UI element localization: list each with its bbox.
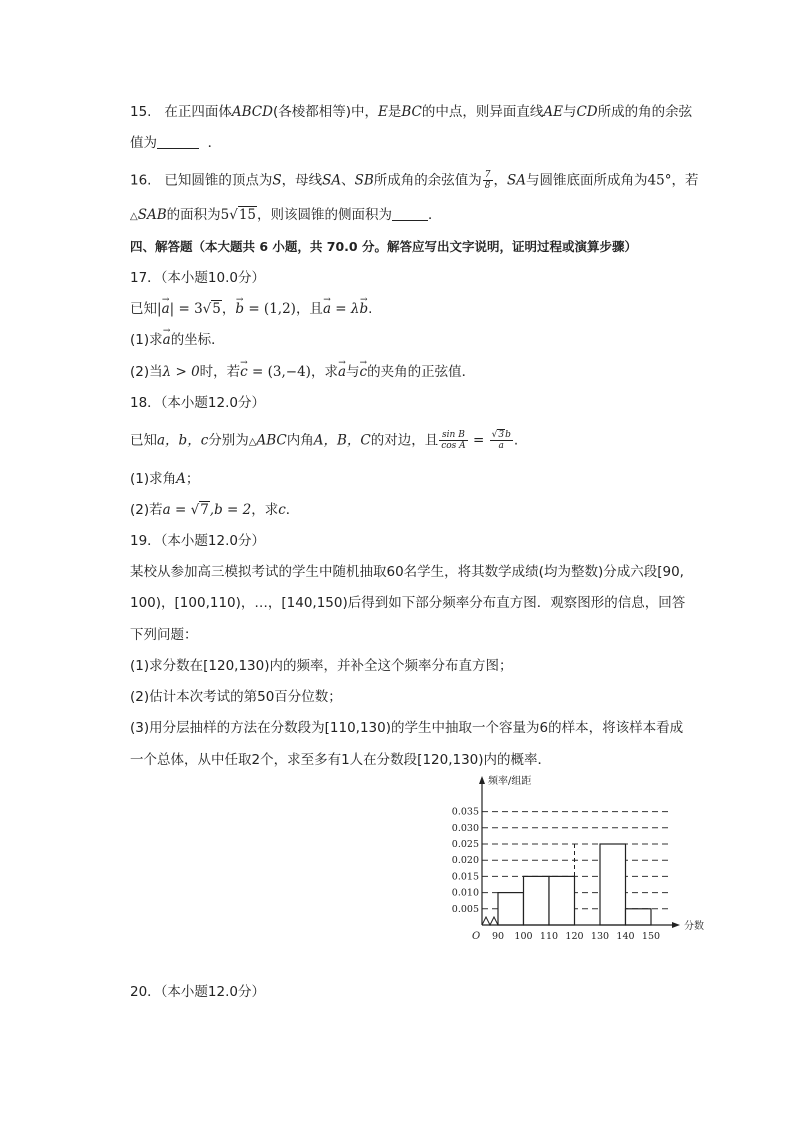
q16-frac-num: 7	[484, 170, 491, 180]
q16-text1: 已知圆锥的顶点为	[164, 172, 273, 189]
q15-text6: 值为	[130, 135, 157, 151]
q15-text4: 与	[562, 104, 577, 120]
x-tick-label: 140	[616, 931, 635, 942]
q17-abs-r: | = 3	[169, 301, 203, 317]
x-axis-label: 分数	[684, 921, 704, 932]
q18-frac1-num: sin B	[439, 430, 467, 441]
x-axis-arrow	[672, 922, 680, 928]
q17-lambda-cond: λ > 0	[162, 364, 200, 380]
q19-line2: 100)，[100,110)，…，[140,150)后得到如下部分频率分布直方图．观察图形的信息，回答	[130, 595, 686, 611]
q16-end: ．	[428, 207, 442, 223]
histogram-bar	[626, 909, 652, 925]
q17-sqrt-sign: √	[202, 301, 212, 317]
q16-s: S	[272, 172, 282, 189]
q17-c-val: = (3,−4)	[247, 364, 311, 380]
q17-and: ，且	[295, 301, 323, 317]
q18-given4: 的对边，且	[370, 432, 439, 449]
q18-eq: =	[468, 432, 489, 449]
q16-angle: 45°	[647, 172, 672, 189]
q15-e: E	[377, 104, 388, 120]
q18-frac2-den: a	[498, 441, 504, 451]
y-axis-label: 频率/组距	[488, 776, 532, 787]
q18-abc: ABC	[256, 432, 287, 449]
q18-fraction2	[490, 430, 513, 451]
q16-sqrt-sign: √	[229, 207, 238, 223]
q17-b2: → b	[359, 299, 368, 319]
q16-text2: ，母线	[281, 172, 323, 189]
q17-part2a: (2)当	[130, 364, 163, 380]
q15-bc: BC	[401, 104, 422, 120]
y-tick-label: 0.010	[451, 887, 479, 899]
q18-part2a: (2)若	[130, 502, 163, 518]
y-tick-label: 0.035	[451, 806, 479, 818]
axis-break	[482, 917, 498, 925]
q16-frac-den: 8	[484, 181, 491, 191]
q18-part1-end: ；	[185, 471, 200, 487]
q18-tri: △	[248, 436, 257, 448]
q15-abcd: ABCD	[231, 104, 273, 120]
q17-a: → a	[162, 299, 170, 319]
q19-part3b: 一个总体，从中任取2个，求至多有1人在分数段[120,130)内的概率．	[130, 752, 552, 768]
q17-head: 17．（本小题10.0分）	[130, 270, 265, 286]
q16-sab: SAB	[137, 207, 167, 223]
q17-rad: 5	[212, 301, 221, 317]
q16-line2	[130, 205, 442, 227]
q18-part2-end: ．	[285, 502, 300, 518]
q16-text5: ，若	[671, 172, 699, 189]
q17-part2c: ，求	[310, 364, 338, 380]
q16-sa: SA	[322, 172, 342, 189]
x-tick-label: 90	[491, 931, 505, 942]
q15-end: ．	[207, 135, 222, 151]
q16-comma: ，	[493, 172, 508, 189]
q18-frac1-den: cos A	[441, 441, 466, 451]
q17-a3: → a	[163, 330, 171, 350]
q19-part1: (1)求分数在[120,130)内的频率，并补全这个频率分布直方图；	[130, 658, 513, 674]
x-tick-label: 100	[514, 931, 533, 942]
q17-part1-text: (1)求	[130, 332, 163, 348]
q16-text6: 的面积为	[166, 207, 221, 223]
q18-period: .	[513, 432, 519, 449]
q18-part2-a: a =	[162, 502, 191, 518]
q17-given	[130, 299, 372, 319]
q18-angles: A，B，C	[313, 432, 371, 449]
q16-number: 16.	[130, 172, 152, 189]
q15-line2	[130, 133, 221, 153]
q18-given3: 内角	[286, 432, 314, 449]
q17-period: .	[368, 301, 373, 317]
q17-c: → c	[240, 362, 248, 382]
histogram-bar	[600, 844, 626, 925]
q16-text4: 与圆锥底面所成角为	[526, 172, 648, 189]
q18-vars: a，b，c	[157, 432, 209, 449]
q20-head: 20．（本小题12.0分）	[130, 984, 265, 1000]
q18-fraction1	[439, 430, 467, 451]
q17-part2	[130, 362, 475, 382]
q19-part3a: (3)用分层抽样的方法在分数段为[110,130)的学生中抽取一个容量为6的样本，将该样本看成	[130, 720, 684, 736]
y-tick-label: 0.015	[451, 871, 479, 883]
q17-b-val: = (1,2)	[244, 301, 296, 317]
y-tick-label: 0.020	[451, 855, 479, 867]
q19-part2: (2)估计本次考试的第50百分位数；	[130, 689, 342, 705]
q15-number: 15.	[130, 104, 152, 120]
q18-part2-sqrt-sign: √	[190, 502, 200, 518]
q15-text3: 的中点，则异面直线	[421, 104, 544, 120]
q18-part2-c: c	[278, 502, 286, 518]
q18-frac2-b: b	[505, 430, 511, 440]
histogram-bar	[549, 876, 575, 925]
histogram-bar	[498, 893, 524, 925]
q18-frac2-rad: 3	[498, 430, 505, 440]
q18-part2-rad: 7	[200, 502, 209, 518]
q17-b: → b	[235, 299, 244, 319]
q16-text3: 所成角的余弦值为	[373, 172, 482, 189]
y-axis-arrow	[479, 776, 485, 784]
q15-line1	[130, 102, 692, 122]
q16-answer-blank[interactable]	[392, 206, 428, 221]
q17-eq-lambda: = λ	[331, 301, 360, 317]
origin-label: O	[472, 931, 481, 942]
q19-line1: 某校从参加高三模拟考试的学生中随机抽取60名学生，将其数学成绩(均为整数)分成六段[90,	[130, 564, 684, 580]
q18-part2	[130, 500, 299, 520]
q17-a4: → a	[338, 362, 346, 382]
q18-part2b: ，求	[251, 502, 279, 518]
q15-text2: 是	[387, 104, 402, 120]
y-tick-label: 0.005	[451, 903, 479, 915]
y-tick-label: 0.025	[451, 839, 479, 850]
q16-sep: 、	[341, 172, 355, 189]
q17-given1: 已知	[130, 301, 157, 317]
q19-head: 19．（本小题12.0分）	[130, 533, 265, 549]
q18-frac2-sqrt-sign: √	[491, 430, 498, 440]
q17-part2b: 时，若	[199, 364, 241, 380]
y-tick-label: 0.030	[451, 822, 479, 834]
q16-area-coef: 5	[220, 207, 230, 223]
q16-area-rad: 15	[238, 207, 257, 223]
q18-head: 18．（本小题12.0分）	[130, 395, 265, 411]
q17-abs-l: |	[157, 301, 162, 317]
q18-frac2-num	[490, 430, 513, 441]
q16-sb: SB	[354, 172, 374, 189]
x-tick-label: 120	[565, 931, 584, 942]
section4-heading: 四、解答题（本大题共 6 小题，共 70.0 分。解答应写出文字说明，证明过程或演算步骤）	[130, 239, 637, 254]
q15-ae: AE	[543, 104, 563, 120]
x-tick-label: 130	[590, 931, 610, 942]
q16-text7: ，则该圆锥的侧面积为	[257, 207, 393, 223]
q15-answer-blank[interactable]	[157, 134, 199, 149]
q19-line3: 下列问题：	[130, 627, 198, 643]
q15-text1: 在正四面体	[164, 104, 232, 120]
q15-cd: CD	[576, 104, 598, 120]
q18-part1	[130, 469, 199, 489]
q16-fraction	[483, 170, 493, 191]
frequency-histogram	[440, 770, 710, 950]
q16-sa2: SA	[507, 172, 527, 189]
q18-part1-var: A	[176, 471, 186, 487]
q16-tri: △	[130, 211, 138, 222]
q17-comma1: ，	[221, 301, 236, 317]
x-tick-label: 150	[641, 931, 661, 942]
q17-c2: → c	[360, 362, 368, 382]
q16-line1	[130, 170, 698, 191]
q17-part1-end: 的坐标．	[170, 332, 225, 348]
q15-paren: (各棱都相等)中，	[272, 104, 378, 120]
q17-part2d: 与	[346, 364, 360, 380]
q18-part2-b: ,b = 2	[209, 502, 252, 518]
q18-given	[130, 430, 518, 453]
q17-a2: → a	[323, 299, 331, 319]
q18-part1a: (1)求角	[130, 471, 177, 487]
histogram-bar	[524, 876, 550, 925]
q18-given2: 分别为	[208, 432, 249, 449]
x-tick-label: 110	[539, 931, 559, 942]
q15-text5: 所成的角的余弦	[597, 104, 693, 120]
q18-given1: 已知	[130, 432, 157, 449]
q17-part1	[130, 330, 225, 350]
q17-part2e: 的夹角的正弦值．	[367, 364, 476, 380]
